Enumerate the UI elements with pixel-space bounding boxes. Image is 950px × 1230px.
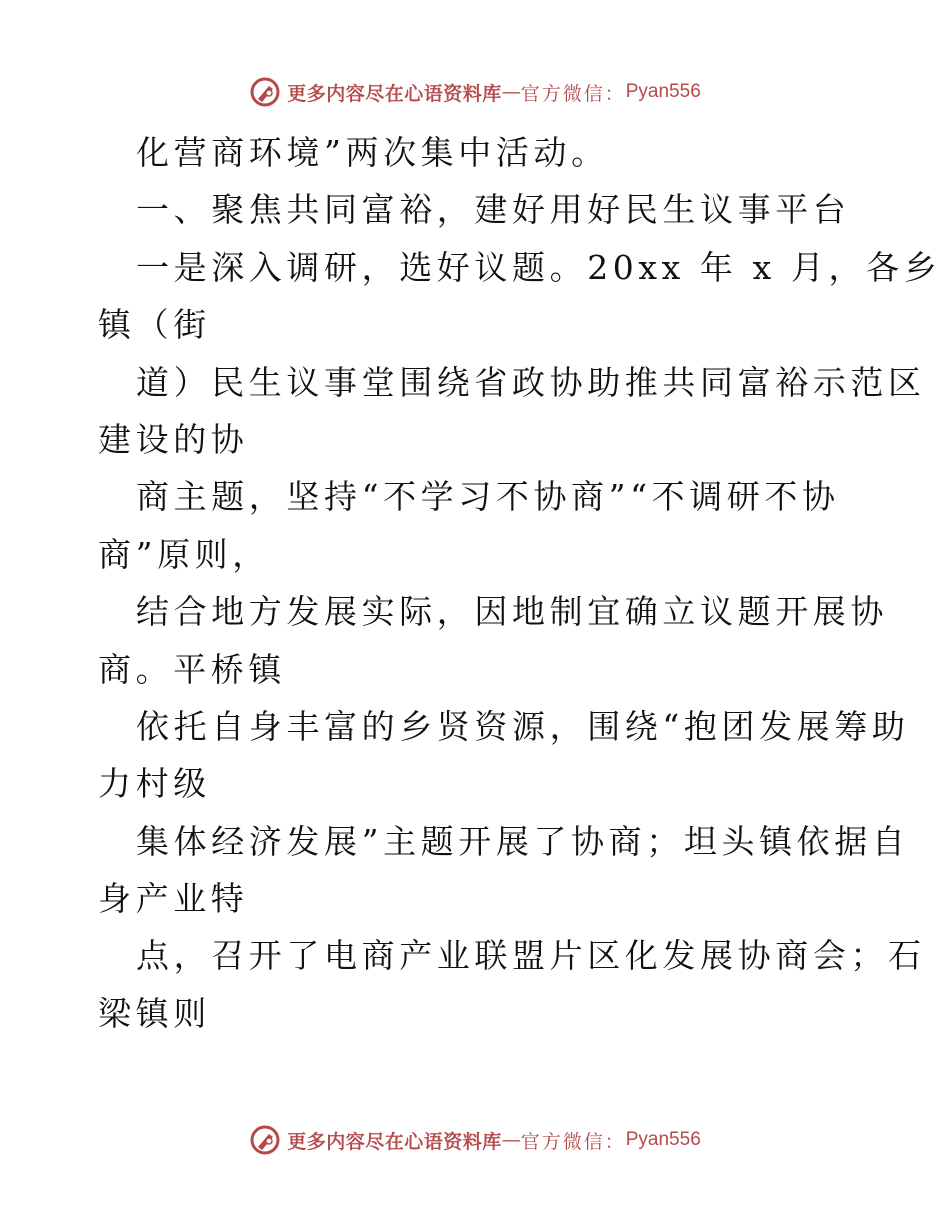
footer-watermark [0,1120,950,1160]
pen-logo-icon [249,76,281,108]
watermark-library-text: 更多内容尽在心语资料库 [287,1130,502,1153]
watermark-account-id: Pyan556 [625,81,701,102]
watermark-library-text: 更多内容尽在心语资料库 [287,82,502,105]
header-watermark [0,72,950,112]
text-line: 梁镇则 [98,993,211,1033]
text-line: 商”原则， [98,534,270,574]
section-heading: 一、聚焦共同富裕，建好用好民生议事平台 [136,190,851,230]
text-line: 一是深入调研，选好议题。20xx 年 x 月，各乡 [136,247,942,287]
text-line: 力村级 [98,764,211,804]
watermark-dash: — [501,81,521,103]
watermark-account-id: Pyan556 [625,1129,701,1150]
watermark-official-label: 官方微信： [520,1130,626,1153]
text-line: 点，召开了电商产业联盟片区化发展协商会；石 [136,936,926,976]
text-line: 依托自身丰富的乡贤资源，围绕“抱团发展筹助 [136,706,910,746]
text-line: 镇（街 [98,305,211,345]
text-line: 化营商环境”两次集中活动。 [136,133,609,172]
text-line: 集体经济发展”主题开展了协商；坦头镇依据自 [136,821,910,861]
watermark-official-label: 官方微信： [520,82,626,105]
text-line: 商主题，坚持“不学习不协商”“不调研不协 [136,477,840,517]
pen-logo-icon [249,1124,281,1156]
text-line: 结合地方发展实际，因地制宜确立议题开展协 [136,592,888,632]
text-line: 建设的协 [98,419,249,459]
text-line: 商。平桥镇 [98,649,286,689]
document-body [98,124,942,1042]
text-line: 道）民生议事堂围绕省政协助推共同富裕示范区 [136,362,926,402]
text-line: 身产业特 [98,879,249,919]
watermark-dash: — [501,1129,521,1151]
